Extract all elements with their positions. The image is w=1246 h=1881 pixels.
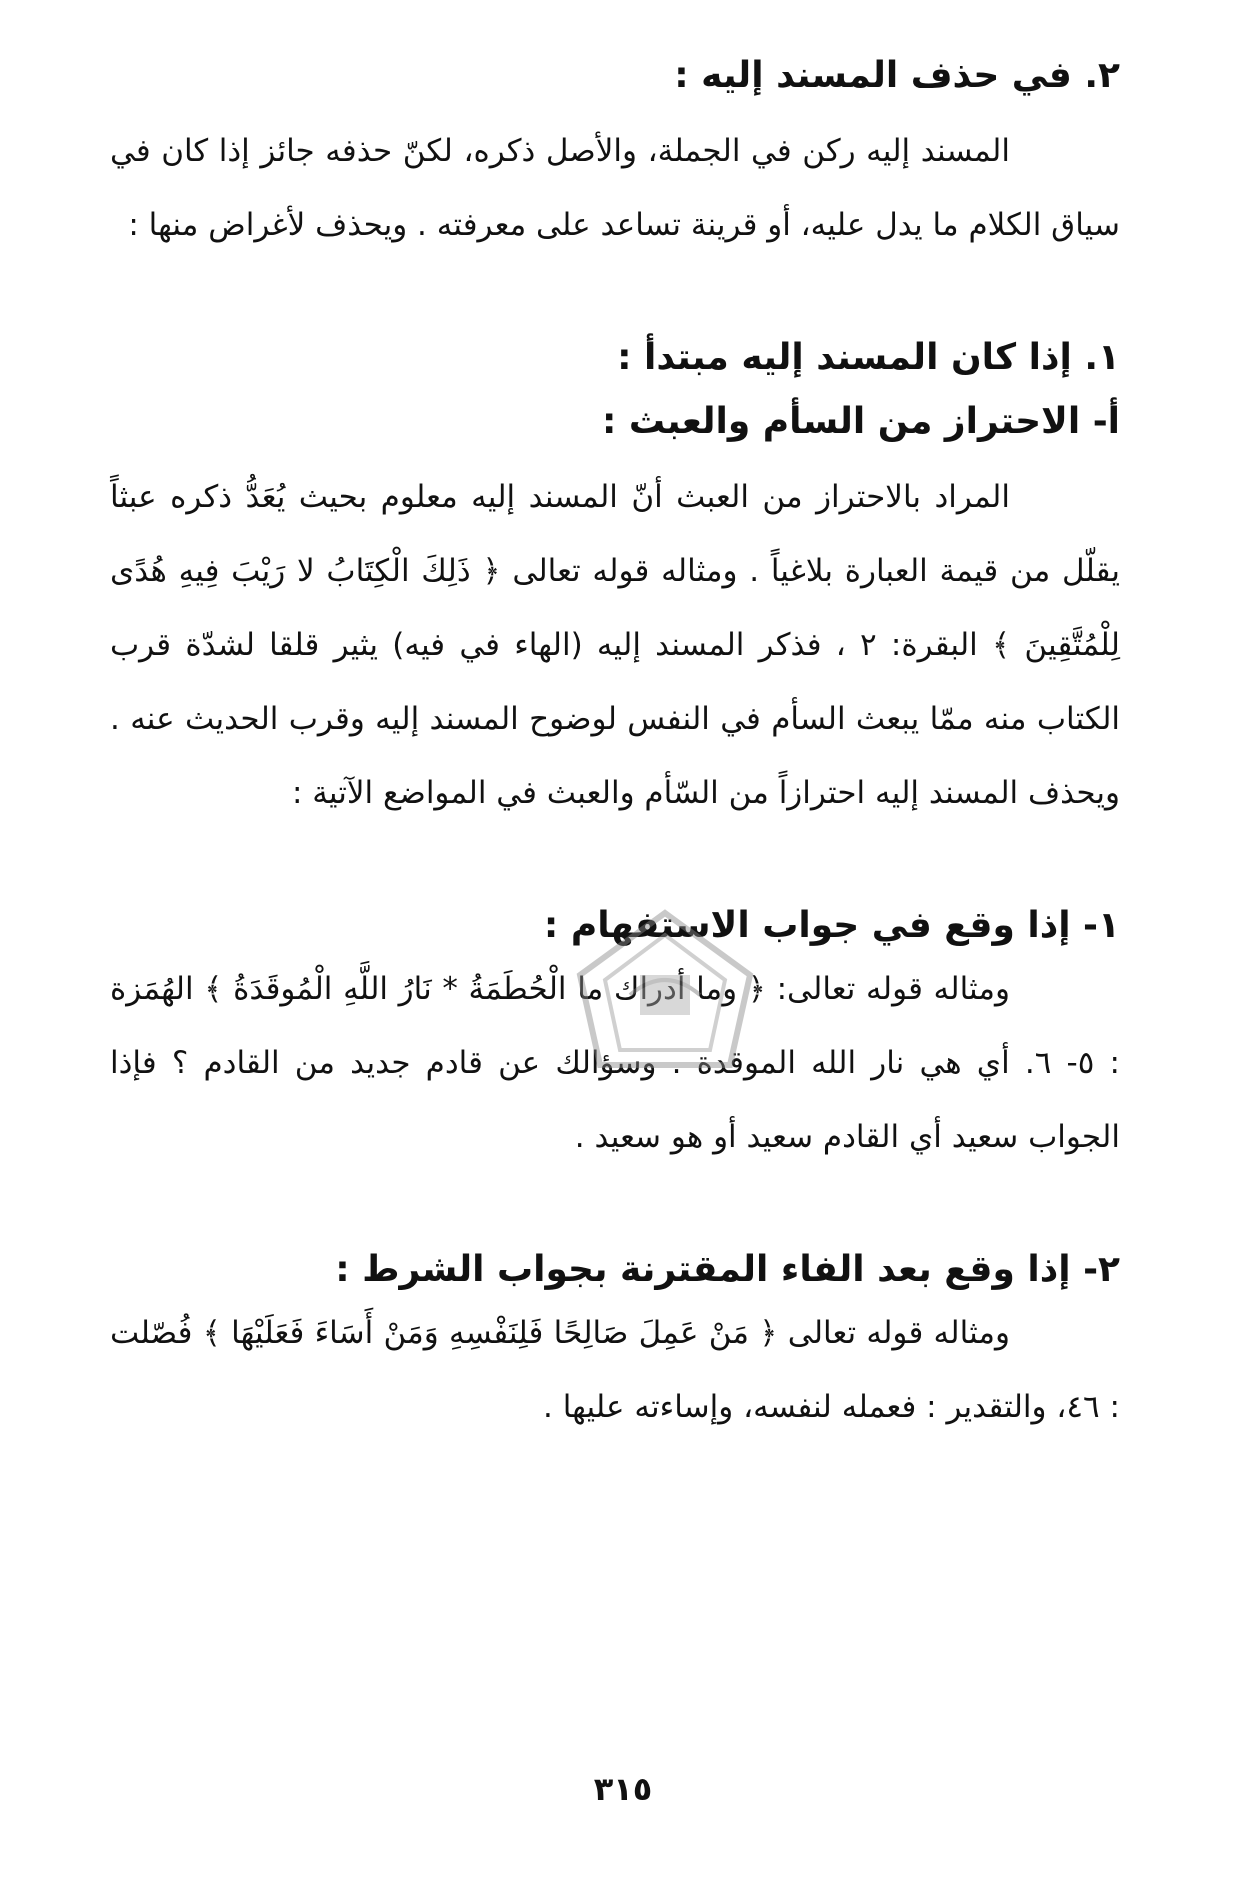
subheading-after-fa: ٢- إذا وقع بعد الفاء المقترنة بجواب الشرط : [335,1249,1120,1290]
paragraph-answer-question: ومثاله قوله تعالى: ﴿ وما أدراك ما الْحُطَمَةُ * نَارُ اللَّهِ الْمُوقَدَةُ ﴾ الهُمَزة : ٥- ٦. أي هي نار الله الموقدة . وسؤالك عن قادم جديد من القادم ؟ فإذا الجواب سعيد أي القادم سعيد أو هو سعيد . [110,971,1120,1155]
section-heading-deletion: ٢. في حذف المسند إليه : [674,55,1120,96]
paragraph-after-fa: ومثاله قوله تعالى ﴿ مَنْ عَمِلَ صَالِحًا فَلِنَفْسِهِ وَمَنْ أَسَاءَ فَعَلَيْهَا ﴾ فُصّلت : ٤٦، والتقدير : فعمله لنفسه، وإساءته عليها . [110,1315,1120,1425]
subheading-mubtada: ١. إذا كان المسند إليه مبتدأ : [617,337,1120,378]
subheading-avoid-boredom: أ- الاحتراز من السأم والعبث : [601,401,1120,442]
page-number: ٣١٥ [593,1770,653,1808]
subheading-answer-question: ١- إذا وقع في جواب الاستفهام : [543,905,1120,946]
paragraph-definition: المسند إليه ركن في الجملة، والأصل ذكره، لكنّ حذفه جائز إذا كان في سياق الكلام ما يدل عليه، أو قرينة تساعد على معرفته . ويحذف لأغراض منها : [110,133,1120,243]
document-page [110,50,1120,1444]
paragraph-avoid-boredom: المراد بالاحتراز من العبث أنّ المسند إليه معلوم بحيث يُعَدُّ ذكره عبثاً يقلّل من قيمة العبارة بلاغياً . ومثاله قوله تعالى ﴿ ذَلِكَ الْكِتَابُ لا رَيْبَ فِيهِ هُدًى لِلْمُتَّقِينَ ﴾ البقرة: ٢ ، فذكر المسند إليه (الهاء في فيه) يثير قلقا لشدّة قرب الكتاب منه ممّا يبعث السأم في النفس لوضوح المسند إليه وقرب الحديث عنه . ويحذف المسند إليه احترازاً من السّأم والعبث في المواضع الآتية : [110,479,1121,811]
